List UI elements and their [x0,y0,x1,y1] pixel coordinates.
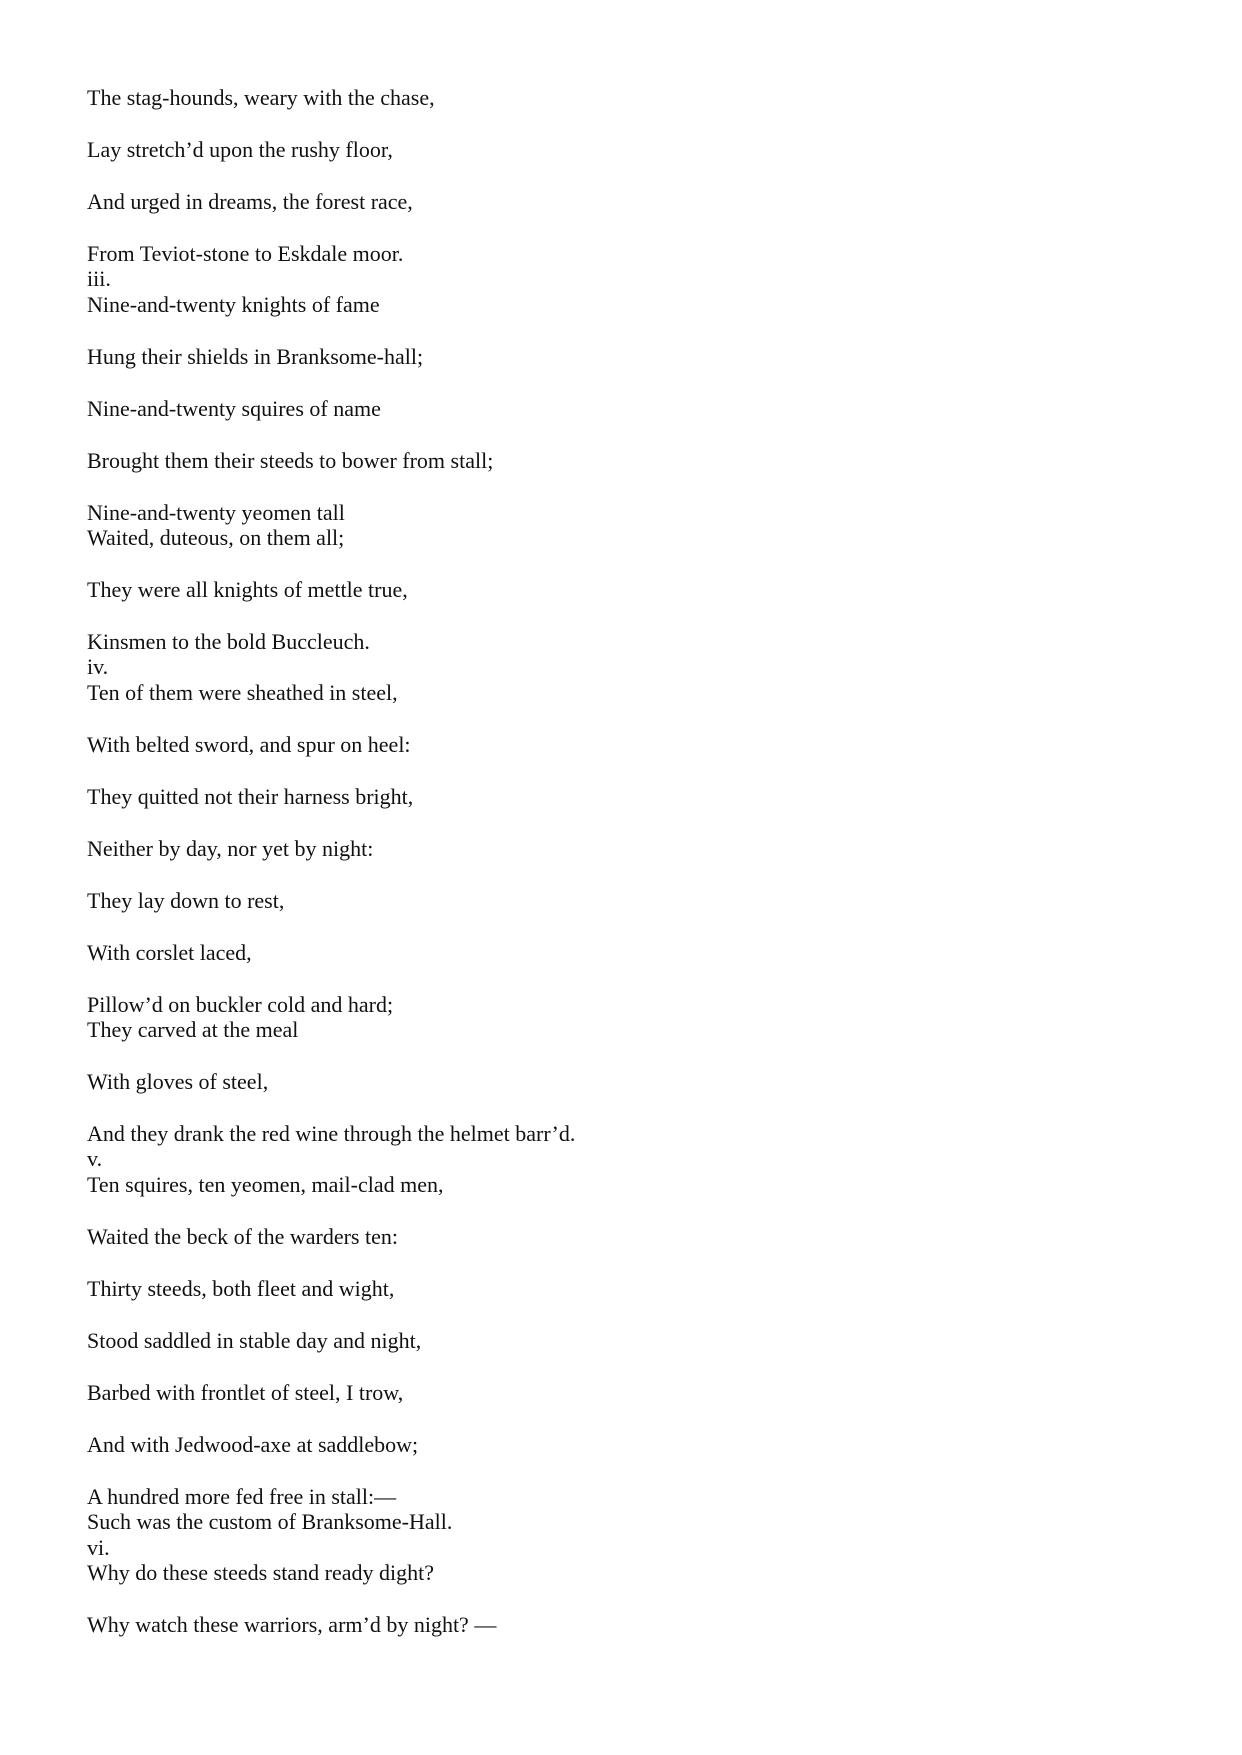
poem-line: With gloves of steel, [87,1069,269,1094]
poem-line: With belted sword, and spur on heel: [87,732,411,757]
poem-line: Why watch these warriors, arm’d by night? — [87,1612,497,1637]
poem-line: Nine-and-twenty yeomen tall [87,500,345,525]
poem-line: And urged in dreams, the forest race, [87,189,413,214]
poem-line: Ten of them were sheathed in steel, [87,680,398,705]
poem-line: Barbed with frontlet of steel, I trow, [87,1380,404,1405]
poem-line: Such was the custom of Branksome-Hall. [87,1509,453,1534]
poem-line: Brought them their steeds to bower from stall; [87,448,494,473]
poem-line: And they drank the red wine through the helmet barr’d. [87,1121,576,1146]
poem-line: Pillow’d on buckler cold and hard; [87,992,394,1017]
poem-line: Waited, duteous, on them all; [87,525,345,550]
poem-line: Neither by day, nor yet by night: [87,836,374,861]
stanza-number: v. [87,1146,103,1171]
poem-line: Nine-and-twenty knights of fame [87,292,380,317]
poem-line: They lay down to rest, [87,888,285,913]
poem-line: They quitted not their harness bright, [87,784,414,809]
stanza-number: iii. [87,266,111,291]
poem-line: They were all knights of mettle true, [87,577,408,602]
stanza-number: iv. [87,654,109,679]
poem-line: The stag-hounds, weary with the chase, [87,85,435,110]
stanza-number: vi. [87,1535,110,1560]
poem-line: Stood saddled in stable day and night, [87,1328,422,1353]
poem-line: Ten squires, ten yeomen, mail-clad men, [87,1172,444,1197]
poem-line: Nine-and-twenty squires of name [87,396,381,421]
poem-line: Why do these steeds stand ready dight? [87,1560,435,1585]
poem-line: A hundred more fed free in stall:— [87,1484,397,1509]
poem-line: Waited the beck of the warders ten: [87,1224,398,1249]
poem-line: With corslet laced, [87,940,252,965]
poem-line: Lay stretch’d upon the rushy floor, [87,137,393,162]
poem-line: From Teviot-stone to Eskdale moor. [87,241,404,266]
poem-line: Thirty steeds, both fleet and wight, [87,1276,395,1301]
poem-line: Kinsmen to the bold Buccleuch. [87,629,370,654]
poem-line: Hung their shields in Branksome-hall; [87,344,424,369]
poem-line: And with Jedwood-axe at saddlebow; [87,1432,419,1457]
poem-line: They carved at the meal [87,1017,299,1042]
